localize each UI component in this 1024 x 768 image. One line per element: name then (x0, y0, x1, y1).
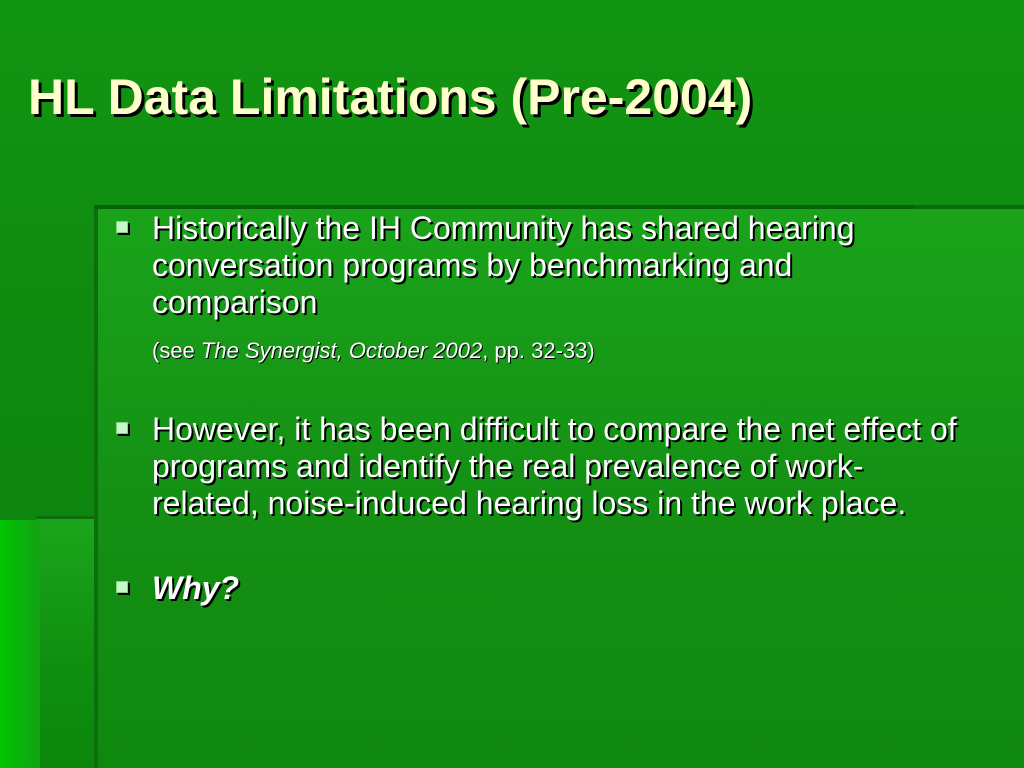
citation-suffix: , pp. 32-33) (482, 338, 595, 363)
bullet-citation (112, 337, 962, 365)
bullet-text: Historically the IH Community has shared hearing conversation programs by benchmarking and comparison (152, 210, 855, 320)
decorative-panel-left (0, 520, 40, 768)
bullet-text: Why? (152, 570, 240, 606)
citation-source: The Synergist, October 2002 (200, 338, 483, 363)
bullet-item-difficulty (112, 411, 962, 522)
citation-prefix: (see (152, 338, 201, 363)
square-bullet-icon (116, 422, 128, 434)
decorative-panel-edge (94, 205, 914, 209)
bullet-item-why (112, 570, 962, 607)
slide-title: HL Data Limitations (Pre-2004) (28, 69, 753, 125)
slide-content (112, 210, 962, 607)
square-bullet-icon (116, 581, 128, 593)
bullet-text: However, it has been difficult to compare the net effect of programs and identify the real prevalence of work-related, noise-induced hearing loss in the work place. (152, 411, 957, 521)
square-bullet-icon (116, 221, 128, 233)
bullet-item-history (112, 210, 962, 321)
